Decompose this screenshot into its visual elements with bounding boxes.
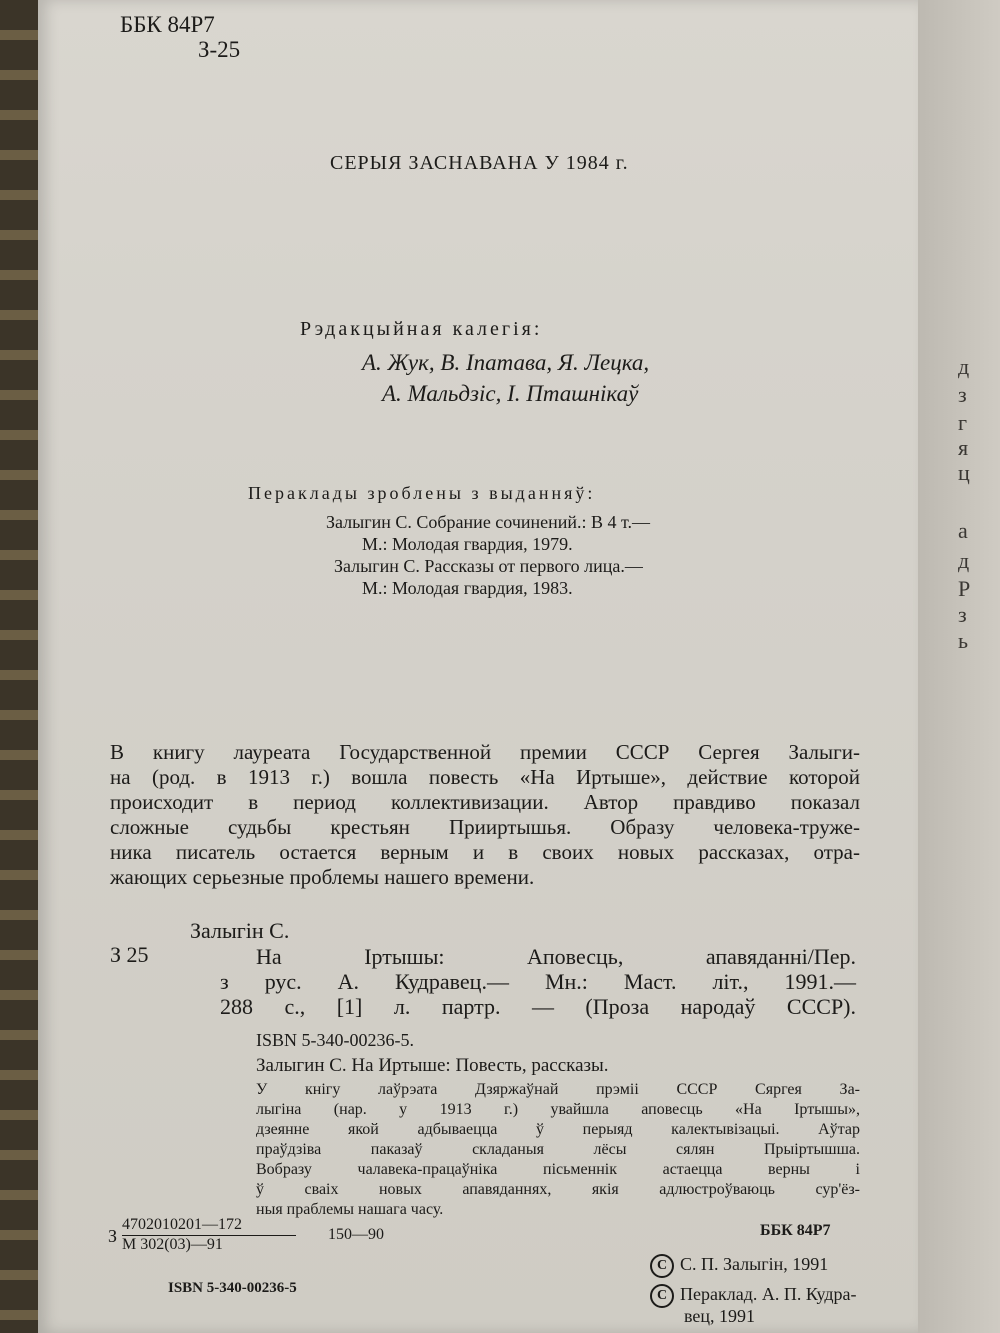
catalog-line: На Іртышы: Аповесць, апавяданні/Пер. bbox=[256, 944, 856, 969]
copyright-icon: C bbox=[650, 1254, 674, 1278]
annotation-line: сложные судьбы крестьян Прииртышья. Образу человека-труже- bbox=[110, 815, 860, 839]
fragment: з bbox=[958, 602, 967, 627]
annotation-belarusian bbox=[256, 1080, 860, 1220]
annotation-line: на (род. в 1913 г.) вошла повесть «На Иртыше», действие которой bbox=[110, 765, 860, 789]
catalog-line: 288 с., [1] л. партр. — (Проза народаў СССР). bbox=[220, 994, 856, 1019]
catalog-code: З 25 bbox=[110, 942, 149, 967]
left-background bbox=[0, 0, 38, 1333]
price-code: 150—90 bbox=[328, 1226, 384, 1243]
copyright-translation-cont: вец, 1991 bbox=[684, 1306, 756, 1326]
copyright-translation bbox=[650, 1284, 857, 1308]
translation-source-line: Залыгин С. Собрание сочинений.: В 4 т.— bbox=[326, 512, 651, 532]
annotation-line: праўдзіва паказаў складаныя лёсы сялян Прыіртышша. bbox=[256, 1141, 860, 1158]
fragment: д bbox=[958, 354, 970, 379]
translation-source-line: М.: Молодая гвардия, 1979. bbox=[362, 534, 573, 554]
fragment: Р bbox=[958, 576, 971, 601]
editorial-members-line1: А. Жук, В. Іпатава, Я. Лецка, bbox=[362, 350, 650, 375]
translation-heading: Пераклады зроблены з выданняў: bbox=[248, 483, 596, 503]
author-sign: З-25 bbox=[198, 37, 241, 62]
annotation-line: В книгу лауреата Государственной премии СССР Сергея Залыги- bbox=[110, 740, 860, 764]
annotation-line: дзеянне якой адбываецца ў перыяд калектывізацыі. Аўтар bbox=[256, 1121, 860, 1138]
fraction-numerator: 4702010201—172 bbox=[122, 1216, 296, 1236]
catalog-isbn: ISBN 5-340-00236-5. bbox=[256, 1030, 414, 1050]
translation-source-line: Залыгин С. Рассказы от первого лица.— bbox=[334, 556, 643, 576]
imprint-isbn: ISBN 5-340-00236-5 bbox=[168, 1280, 297, 1296]
facing-page-edge bbox=[918, 0, 1000, 1333]
fragment: г bbox=[958, 410, 968, 435]
copyright-text: С. П. Залыгін, 1991 bbox=[680, 1254, 829, 1275]
copyright-text: Пераклад. А. П. Кудра- bbox=[680, 1284, 857, 1305]
copyright-author bbox=[650, 1254, 828, 1278]
fragment: я bbox=[958, 435, 969, 460]
annotation-line: ныя праблемы нашага часу. bbox=[256, 1201, 444, 1218]
editorial-heading: Рэдакцыйная калегія: bbox=[300, 318, 543, 340]
annotation-russian bbox=[110, 740, 860, 890]
catalog-russian-title: Залыгин С. На Иртыше: Повесть, рассказы. bbox=[256, 1055, 609, 1076]
catalog-description bbox=[220, 944, 856, 1019]
editorial-members-line2: А. Мальдзіс, І. Пташнікаў bbox=[382, 381, 639, 406]
fraction-prefix: З bbox=[108, 1226, 118, 1246]
copyright-icon: C bbox=[650, 1284, 674, 1308]
annotation-line: жающих серьезные проблемы нашего времени. bbox=[110, 865, 535, 889]
imprint-bbk: ББК 84Р7 bbox=[760, 1222, 831, 1239]
bbk-code: ББК 84Р7 bbox=[120, 12, 215, 37]
catalog-line: з рус. А. Кудравец.— Мн.: Маст. літ., 1991.— bbox=[220, 969, 856, 994]
annotation-line: лыгіна (нар. у 1913 г.) увайшла аповесць «На Іртышы», bbox=[256, 1101, 860, 1118]
annotation-line: Вобразу чалавека-працаўніка пісьменнік астаецца верны і bbox=[256, 1161, 860, 1178]
fraction-denominator: М 302(03)—91 bbox=[122, 1236, 223, 1253]
fragment: д bbox=[958, 548, 970, 573]
annotation-line: ника писатель остается верным и в своих новых рассказах, отра- bbox=[110, 840, 860, 864]
show-through-text bbox=[378, 190, 397, 270]
fragment: ц bbox=[958, 460, 970, 485]
annotation-line: У кнігу лаўрэата Дзяржаўнай прэміі СССР Сяргея За- bbox=[256, 1081, 860, 1098]
fragment: ь bbox=[958, 628, 969, 653]
classification-block bbox=[120, 12, 240, 62]
fragment: з bbox=[958, 382, 967, 407]
annotation-line: ў сваіх новых апавяданнях, якія адлюстроўваюць сур'ёз- bbox=[256, 1181, 860, 1198]
translation-source-line: М.: Молодая гвардия, 1983. bbox=[362, 578, 573, 598]
series-note: СЕРЫЯ ЗАСНАВАНА У 1984 г. bbox=[330, 152, 629, 174]
catalog-author: Залыгін С. bbox=[190, 918, 290, 943]
annotation-line: происходит в период коллективизации. Автор правдиво показал bbox=[110, 790, 860, 814]
fragment: а bbox=[958, 518, 968, 543]
